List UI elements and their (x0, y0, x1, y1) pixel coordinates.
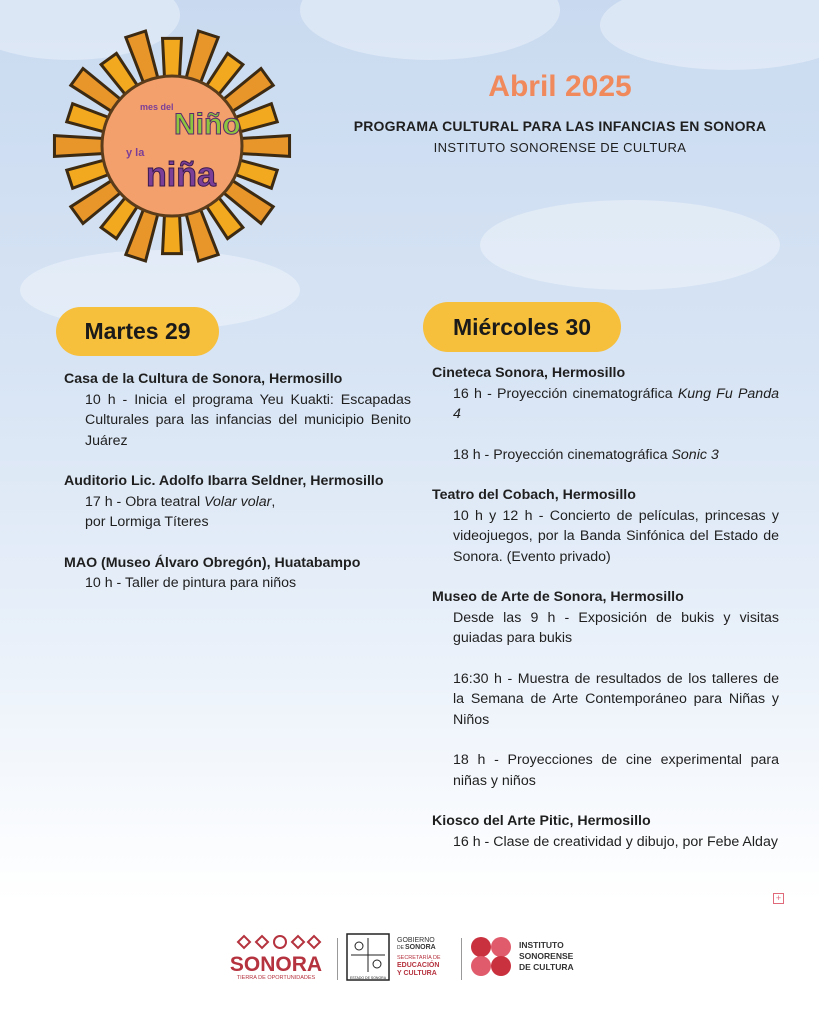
program-title: PROGRAMA CULTURAL PARA LAS INFANCIAS EN SONORA (353, 118, 767, 134)
footer-divider (337, 938, 338, 980)
sun-ray (54, 136, 104, 157)
venue-name: Auditorio Lic. Adolfo Ibarra Seldner, Hermosillo (64, 473, 384, 489)
day-pill-wednesday: Miércoles 30 (423, 302, 621, 352)
header (330, 70, 790, 155)
svg-text:INSTITUTO: INSTITUTO (519, 940, 564, 950)
event-item: 16 h - Clase de creatividad y dibujo, por Febe Alday (453, 833, 778, 850)
footer-divider (461, 938, 462, 980)
mes-del-nino-logo (52, 28, 292, 268)
svg-text:SONORA: SONORA (229, 953, 323, 976)
svg-text:GOBIERNO: GOBIERNO (397, 937, 435, 944)
svg-text:SECRETARÍA DE: SECRETARÍA DE (397, 955, 441, 961)
background-cloud (480, 200, 780, 290)
event-item: 17 h - Obra teatral Volar volar, por Lormiga Títeres (85, 493, 276, 530)
event-item: 16 h - Proyección cinematográfica Kung Fu Panda 4 (453, 385, 779, 422)
svg-text:DE CULTURA: DE CULTURA (519, 962, 574, 972)
venue-name: Teatro del Cobach, Hermosillo (432, 487, 636, 503)
venue-name: Casa de la Cultura de Sonora, Hermosillo (64, 371, 343, 387)
tuesday-schedule (64, 369, 411, 594)
svg-text:Niño: Niño (174, 108, 241, 141)
svg-text:SONORA: SONORA (405, 944, 436, 951)
venue-name: Museo de Arte de Sonora, Hermosillo (432, 589, 684, 605)
state-seal (347, 934, 389, 980)
svg-text:Y CULTURA: Y CULTURA (397, 970, 437, 977)
sun-ray (163, 38, 182, 78)
sun-ray (163, 214, 182, 254)
svg-text:EDUCACIÓN: EDUCACIÓN (397, 962, 440, 969)
event-item: 10 h - Inicia el programa Yeu Kuakti: Escapadas Culturales para las infancias del municipio Benito Juárez (85, 391, 411, 449)
event-item: 16:30 h - Muestra de resultados de los talleres de la Semana de Arte Contemporáneo para Niñas y Niños (453, 670, 779, 728)
background-cloud (300, 0, 560, 60)
svg-text:SONORENSE: SONORENSE (519, 951, 574, 961)
government-logo (397, 937, 441, 977)
institution-name: INSTITUTO SONORENSE DE CULTURA (433, 140, 687, 155)
event-item: 10 h - Taller de pintura para niños (85, 575, 297, 591)
expand-icon[interactable]: + (773, 893, 784, 904)
sun-ray (240, 136, 290, 157)
venue-name: Cineteca Sonora, Hermosillo (432, 365, 626, 381)
isc-logo (471, 937, 574, 976)
event-item: 10 h y 12 h - Concierto de películas, princesas y videojuegos, por la Banda Sinfónica del Estado de Sonora. (Evento privado) (453, 507, 779, 565)
event-month: Abril 2025 (488, 70, 632, 103)
svg-text:ESTADO DE SONORA: ESTADO DE SONORA (349, 976, 387, 980)
svg-text:DE: DE (397, 945, 404, 951)
svg-text:mes del: mes del (140, 102, 174, 112)
day-pill-tuesday: Martes 29 (56, 307, 219, 356)
event-item: 18 h - Proyecciones de cine experimental para niñas y niños (453, 752, 779, 789)
svg-text:TIERRA DE OPORTUNIDADES: TIERRA DE OPORTUNIDADES (236, 975, 316, 981)
event-item: 18 h - Proyección cinematográfica Sonic 3 (453, 446, 719, 463)
svg-text:y la: y la (126, 147, 145, 159)
background-cloud (600, 0, 819, 70)
svg-text:niña: niña (146, 156, 216, 194)
venue-name: MAO (Museo Álvaro Obregón), Huatabampo (64, 554, 361, 571)
event-item: Desde las 9 h - Exposición de bukis y visitas guiadas para bukis (453, 609, 779, 646)
venue-name: Kiosco del Arte Pitic, Hermosillo (432, 813, 651, 829)
wednesday-schedule (432, 363, 779, 852)
sonora-logo (230, 936, 322, 981)
footer-logos (0, 928, 819, 988)
